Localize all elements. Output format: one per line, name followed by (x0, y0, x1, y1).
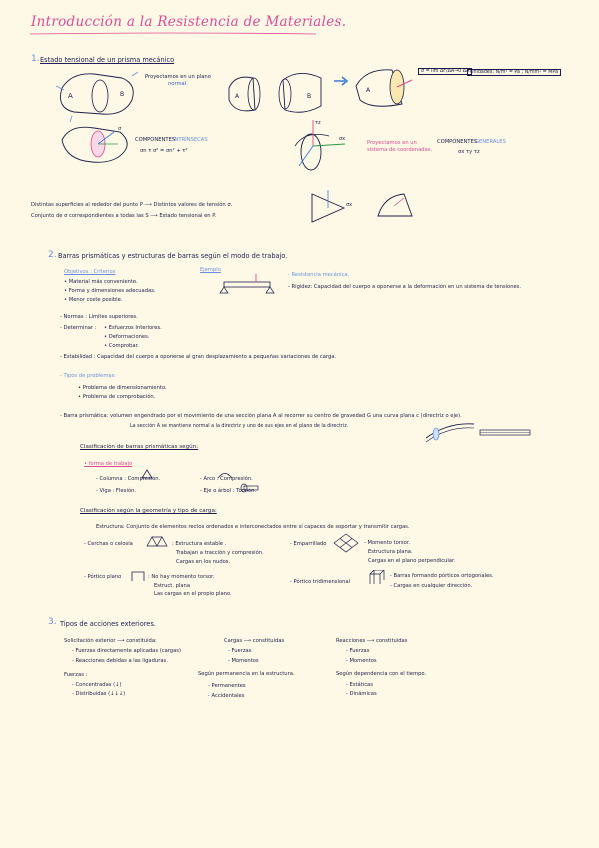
portico-item-1: : No hay momento torsor. (148, 574, 215, 580)
emparrillado-label: - Emparrillado (290, 541, 327, 547)
title-underline (28, 32, 318, 36)
prism-force-icon (352, 64, 414, 112)
prism-diagram-icon (52, 68, 142, 122)
section-2-heading: Barras prismáticas y estructuras de barras según el modo de trabajo. (58, 252, 288, 260)
col2-item-2: - Momentos (228, 658, 259, 664)
comp-generales-b: GENERALES (475, 139, 506, 145)
cerchas-item-2: Trabajan a tracción y compresión. (176, 550, 264, 556)
comp-generales-vars: σx τy τz (458, 149, 480, 155)
clasif-2-label: Clasificación según la geometría y tipo de carga: (80, 508, 217, 514)
col3b-title: Según dependencia con el tiempo. (336, 671, 427, 677)
section-3-number: 3. (48, 617, 57, 627)
section-3-heading: Tipos de acciones exteriores. (60, 620, 156, 628)
stress-wedge-icon (308, 186, 418, 226)
truss-icon (146, 534, 168, 548)
svg-text:B: B (307, 93, 312, 100)
obj-item-3: • Menor coste posible. (64, 297, 123, 303)
arco-label: - Arco : Compresión. (200, 476, 253, 482)
portico-label: - Pórtico plano (84, 574, 122, 580)
forma-trabajo-label: • forma de trabajo (84, 461, 133, 467)
tipos-item-1: • Problema de dimensionamiento. (78, 385, 167, 391)
page-title: Introducción a la Resistencia de Materiales. (31, 14, 347, 30)
tipos-label: - Tipos de problemas: (60, 373, 117, 379)
barra-prismatica-line: - Barra prismática: volumen engendrado por el movimiento de una sección plana A al recorrer su centro de gravedad G una curva plana c (directriz o eje). (60, 413, 462, 419)
column-icon (140, 468, 154, 480)
frame-3d-icon (368, 570, 386, 586)
col2b-item-1: - Permanentes (208, 683, 246, 689)
beam-example-icon (218, 274, 278, 296)
resistencia-label: - Resistencia mecánica. (288, 272, 350, 278)
cerchas-label: - Cerchas o celosía (84, 541, 133, 547)
svg-text:σx: σx (339, 136, 346, 142)
comp-intrinsecas-b: INTRÍNSECAS (173, 137, 208, 143)
svg-text:A: A (235, 93, 240, 100)
section-1-number: 1. (31, 54, 40, 64)
emp-item-3: Cargas en el plano perpendicular. (368, 558, 456, 564)
units-formula: Unidades: N/m² = Pa ; N/mm² = MPa (467, 69, 561, 76)
prism-section-icon (225, 70, 335, 120)
det-item-1: • Esfuerzos Interiores. (104, 325, 162, 331)
svg-text:A: A (68, 92, 73, 100)
normal-label: normal. (168, 81, 188, 87)
columna-label: - Columna : Compresión. (96, 476, 161, 482)
comp-generales-a: COMPONENTES (437, 139, 478, 145)
cerchas-item-1: : Estructura estable . (172, 541, 227, 547)
p3d-item-2: - Cargas en cualquier dirección. (390, 583, 473, 589)
svg-text:B: B (120, 91, 125, 98)
rigidez-label: - Rigidez: Capacidad del cuerpo a oponerse a la deformación en un sistema de tensiones. (288, 284, 522, 290)
col1-item-2: - Reacciones debidas a las ligaduras. (72, 658, 168, 664)
col3b-item-1: - Estáticas (346, 682, 373, 688)
section-2-number: 2. (48, 250, 57, 260)
fuerzas-item-1: - Concentradas (↓) (72, 682, 122, 688)
col3b-item-2: - Dinámicas (346, 691, 377, 697)
comp-intrinsecas-vars: σn τ σ² = σn² + τ² (140, 148, 188, 154)
ejemplo-label: Ejemplo (200, 267, 221, 273)
tipos-item-2: • Problema de comprobación. (78, 394, 156, 400)
col3-item-2: - Momentos (346, 658, 377, 664)
p3d-item-1: - Barras formando pórticos ortogonales. (390, 573, 494, 579)
portico-item-3: Las cargas en el propio plano. (154, 591, 232, 597)
stress-formula: σ = lim ΔF/ΔA→0 ΔA (418, 68, 472, 75)
col1-title: Solicitación exterior ⟶ constituida: (64, 638, 157, 644)
comp-intrinsecas-a: COMPONENTES (135, 137, 176, 143)
proyectamos-2b: sistema de coordenadas. (367, 147, 433, 153)
proyectamos-2a: Proyectamos en un (367, 140, 417, 146)
proyectamos-label: Proyectamos en un plano (145, 74, 211, 80)
arch-icon (216, 469, 234, 479)
col3-item-1: - Fuerzas (346, 648, 370, 654)
svg-text:τz: τz (315, 120, 321, 126)
tensional-state-line: Conjunto de σ correspondientes a todas las S ⟶ Estado tensional en P. (31, 213, 217, 219)
objetivos-label: Objetivos : Criterios (64, 269, 116, 275)
emp-item-1: - Momento torsor. (364, 540, 411, 546)
arrow-right-icon (334, 76, 350, 86)
clasif-1-label: Clasificación de barras prismáticas según: (80, 444, 199, 450)
col2b-item-2: - Accidentales (208, 693, 245, 699)
col3-title: Reacciones ⟶ constituidas (336, 638, 408, 644)
barra-prismatica-line-2: La sección A se mantiene normal a la directriz y uno de sus ejes en el plano de la directriz. (130, 424, 349, 429)
fuerzas-label: Fuerzas : (64, 672, 88, 678)
col2-title: Cargas ⟶ constituidas (224, 638, 285, 644)
determinar-label: - Determinar : (60, 325, 97, 331)
obj-item-1: • Material más conveniente. (64, 279, 138, 285)
portal-frame-icon (130, 570, 146, 582)
shaft-icon (240, 482, 262, 494)
coordinate-system-icon (285, 116, 355, 176)
eje-label: - Eje o árbol : Torsión. (200, 488, 257, 494)
fuerzas-item-2: - Distribuidas (↓↓↓) (72, 691, 126, 697)
normas-label: - Normas : Límites superiores. (60, 314, 138, 320)
det-item-2: • Deformaciones. (104, 334, 150, 340)
emp-item-2: Estructura plana. (368, 549, 413, 555)
svg-text:A: A (366, 87, 371, 94)
col2-item-1: - Fuerzas (228, 648, 252, 654)
grid-icon (332, 532, 360, 554)
col1-item-1: - Fuerzas directamente aplicadas (cargas) (72, 648, 182, 654)
estructura-line: Estructura: Conjunto de elementos rectos ordenados e interconectados entre sí capaces de soportar y transmitir cargas. (96, 524, 410, 530)
prismatic-bar-icon (418, 418, 538, 444)
viga-label: - Viga : Flexión. (96, 488, 137, 494)
prism-components-icon (58, 122, 138, 166)
section-1-heading: Estado tensional de un prisma mecánico (40, 56, 175, 64)
surfaces-line: Distintas superficies al rededor del punto P ⟶ Distintos valores de tensión σ. (31, 202, 233, 208)
svg-text:σ: σ (118, 126, 122, 132)
obj-item-2: • Forma y dimensiones adecuadas. (64, 288, 156, 294)
portico-item-2: Estruct. plana (154, 583, 190, 589)
det-item-3: • Comprobar. (104, 343, 139, 349)
col2b-title: Según permanencia en la estructura. (198, 671, 295, 677)
svg-text:σx: σx (346, 202, 353, 208)
estabilidad-label: - Estabilidad : Capacidad del cuerpo a oponerse al gran desplazamiento a pequeñas variaciones de carga. (60, 354, 337, 360)
cerchas-item-3: Cargas en los nudos. (176, 559, 231, 565)
portico-3d-label: - Pórtico tridimensional (290, 579, 351, 585)
